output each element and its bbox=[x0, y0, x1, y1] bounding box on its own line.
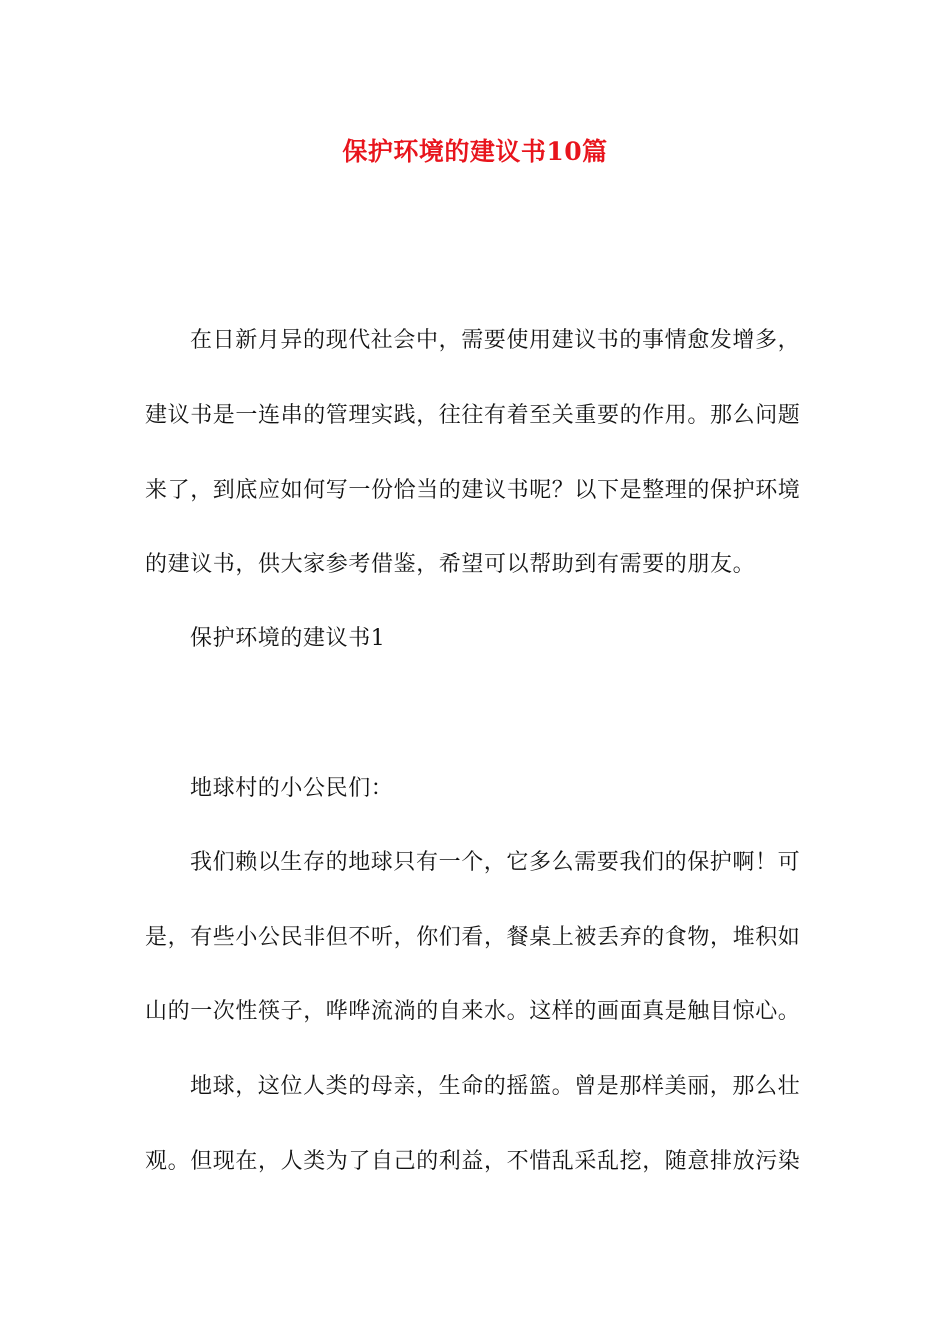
intro-line-1: 在日新月异的现代社会中，需要使用建议书的事情愈发增多， bbox=[190, 328, 801, 353]
section-heading: 保护环境的建议书1 bbox=[190, 626, 386, 651]
salutation: 地球村的小公民们： bbox=[190, 776, 394, 801]
document-title: 保护环境的建议书10篇 bbox=[342, 137, 608, 166]
para1-line-2: 是，有些小公民非但不听，你们看，餐桌上被丢弃的食物，堆积如 bbox=[145, 925, 801, 950]
para2-line-1: 地球，这位人类的母亲，生命的摇篮。曾是那样美丽，那么壮 bbox=[190, 1074, 801, 1099]
intro-line-2: 建议书是一连串的管理实践，往往有着至关重要的作用。那么问题 bbox=[145, 403, 801, 428]
para1-line-1: 我们赖以生存的地球只有一个，它多么需要我们的保护啊！可 bbox=[190, 850, 801, 875]
para1-line-3: 山的一次性筷子，哗哗流淌的自来水。这样的画面真是触目惊心。 bbox=[145, 999, 801, 1024]
para2-line-2: 观。但现在，人类为了自己的利益，不惜乱采乱挖，随意排放污染 bbox=[145, 1149, 801, 1174]
intro-line-3: 来了，到底应如何写一份恰当的建议书呢？以下是整理的保护环境 bbox=[145, 478, 801, 503]
intro-line-4: 的建议书，供大家参考借鉴，希望可以帮助到有需要的朋友。 bbox=[145, 552, 756, 577]
